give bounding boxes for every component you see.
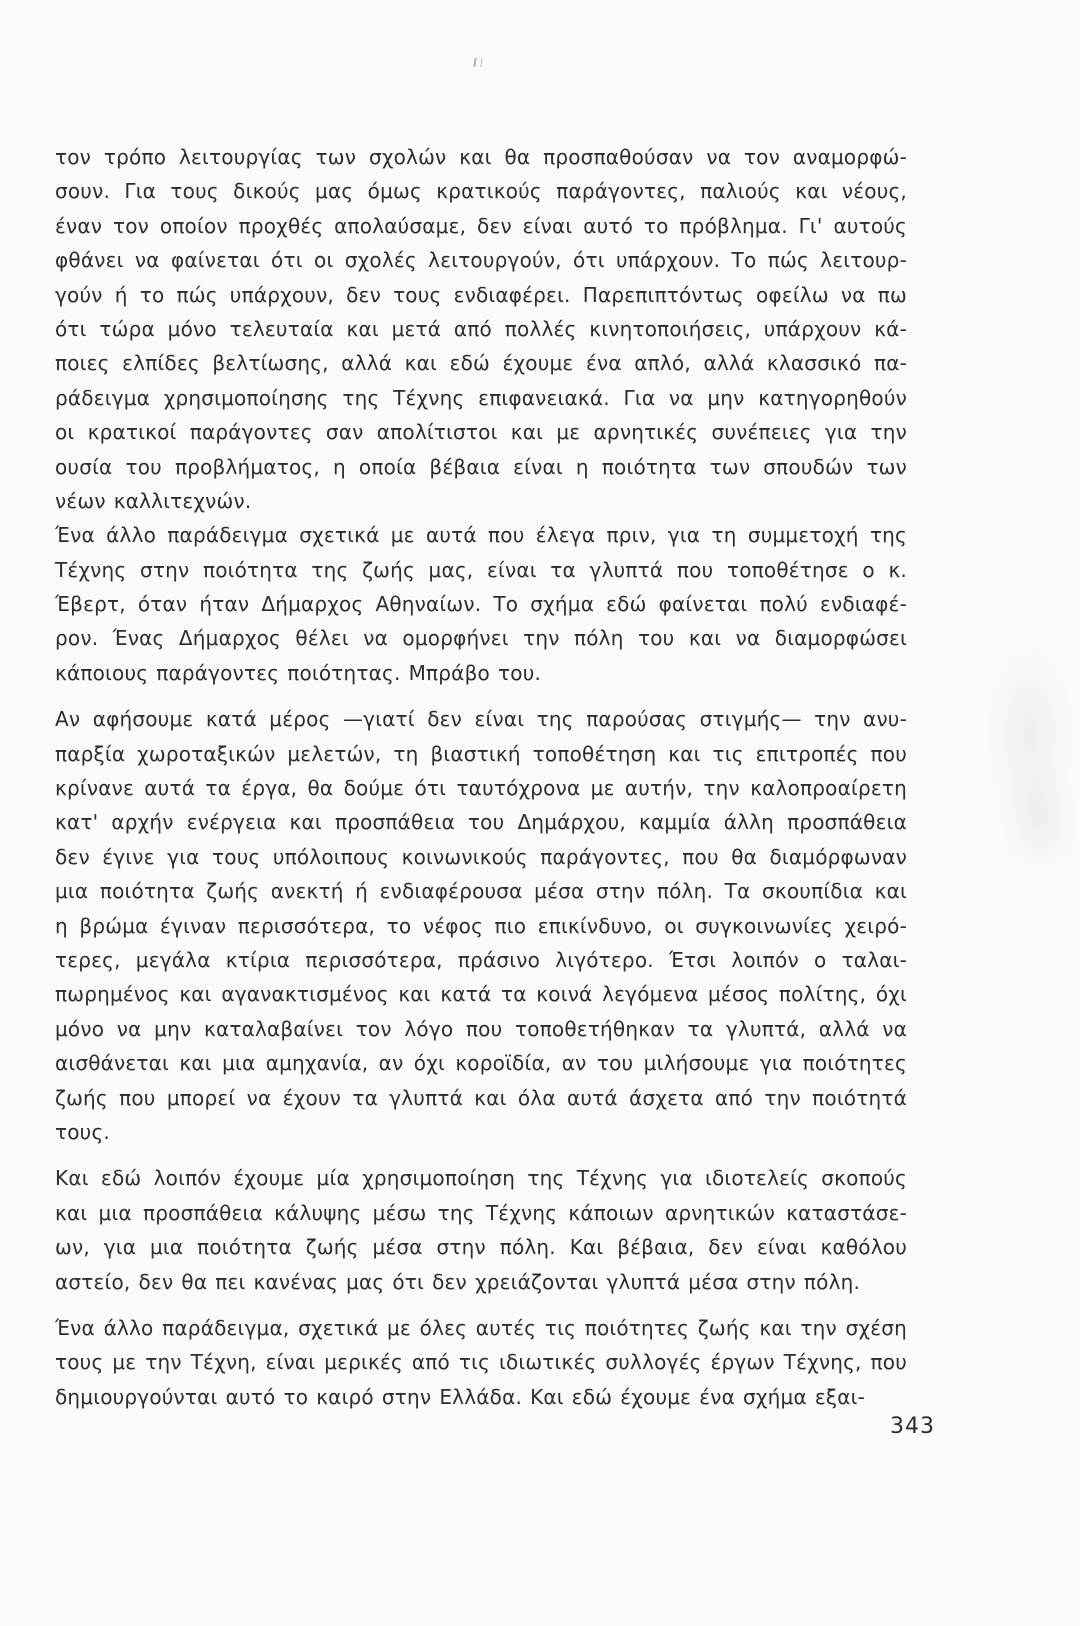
- scan-noise-artifact: [1000, 760, 1080, 880]
- text-line: νέων καλλιτεχνών.: [55, 488, 252, 513]
- text-line: οι κρατικοί παράγοντες σαν απολίτιστοι και με αρνητικές συνέπειες για την: [55, 420, 907, 445]
- text-line: φθάνει να φαίνεται ότι οι σχολές λειτουργούν, ότι υπάρχουν. Το πώς λειτουρ-: [55, 248, 907, 273]
- text-line: ποιες ελπίδες βελτίωσης, αλλά και εδώ έχουμε ένα απλό, αλλά κλασσικό πα-: [55, 351, 907, 376]
- text-line: πωρημένος και αγανακτισμένος και κατά τα κοινά λεγόμενα μέσος πολίτης, όχι: [55, 982, 907, 1007]
- paragraph: [55, 702, 907, 1149]
- text-line: η βρώμα έγιναν περισσότερα, το νέφος πιο επικίνδυνο, οι συγκοινωνίες χειρό-: [55, 913, 907, 938]
- paragraph: [55, 518, 907, 690]
- text-line: Ένα άλλο παράδειγμα, σχετικά με όλες αυτές τις ποιότητες ζωής και την σχέση: [55, 1315, 907, 1340]
- text-line: Τέχνης στην ποιότητα της ζωής μας, είναι τα γλυπτά που τοποθέτησε ο κ.: [55, 557, 907, 582]
- text-line: κρίνανε αυτά τα έργα, θα δούμε ότι ταυτόχρονα με αυτήν, την καλοπροαίρετη: [55, 776, 907, 801]
- text-line: ρον. Ένας Δήμαρχος θέλει να ομορφήνει την πόλη του και να διαμορφώσει: [55, 626, 907, 651]
- text-line: ων, για μια ποιότητα ζωής μέσα στην πόλη. Και βέβαια, δεν είναι καθόλου: [55, 1235, 907, 1260]
- text-line: Ένα άλλο παράδειγμα σχετικά με αυτά που έλεγα πριν, για τη συμμετοχή της: [55, 523, 907, 548]
- text-line: σουν. Για τους δικούς μας όμως κρατικούς παράγοντες, παλιούς και νέους,: [55, 179, 907, 204]
- text-line: παρξία χωροταξικών μελετών, τη βιαστική τοποθέτηση και τις επιτροπές που: [55, 741, 907, 766]
- ink-speck-artifact: [473, 58, 482, 67]
- text-line: τους με την Τέχνη, είναι μερικές από τις ιδιωτικές συλλογές έργων Τέχνης, που: [55, 1350, 907, 1375]
- text-line: ότι τώρα μόνο τελευταία και μετά από πολλές κινητοποιήσεις, υπάρχουν κά-: [55, 316, 907, 341]
- text-line: δεν έγινε για τους υπόλοιπους κοινωνικούς παράγοντες, που θα διαμόρφωναν: [55, 844, 907, 869]
- text-line: κατ' αρχήν ενέργεια και προσπάθεια του Δημάρχου, καμμία άλλη προσπάθεια: [55, 810, 907, 835]
- page-number: 343: [890, 1414, 935, 1439]
- text-line: Αν αφήσουμε κατά μέρος —γιατί δεν είναι της παρούσας στιγμής— την ανυ-: [55, 707, 907, 732]
- text-line: γούν ή το πώς υπάρχουν, δεν τους ενδιαφέρει. Παρεπιπτόντως οφείλω να πω: [55, 282, 907, 307]
- text-line: τους.: [55, 1119, 110, 1144]
- text-line: τερες, μεγάλα κτίρια περισσότερα, πράσινο λιγότερο. Έτσι λοιπόν ο ταλαι-: [55, 947, 907, 972]
- text-line: αστείο, δεν θα πει κανένας μας ότι δεν χρειάζονται γλυπτά μέσα στην πόλη.: [55, 1269, 861, 1294]
- text-line: αισθάνεται και μια αμηχανία, αν όχι κοροϊδία, αν του μιλήσουμε για ποιότητες: [55, 1051, 907, 1076]
- paragraph: [55, 140, 907, 518]
- text-line: έναν τον οποίον προχθές απολαύσαμε, δεν είναι αυτό το πρόβλημα. Γι' αυτούς: [55, 213, 907, 238]
- text-line: ζωής που μπορεί να έχουν τα γλυπτά και όλα αυτά άσχετα από την ποιότητά: [55, 1085, 907, 1110]
- scan-noise-artifact: [985, 640, 1075, 830]
- text-line: μια ποιότητα ζωής ανεκτή ή ενδιαφέρουσα μέσα στην πόλη. Τα σκουπίδια και: [55, 879, 907, 904]
- text-line: μόνο να μην καταλαβαίνει τον λόγο που τοποθετήθηκαν τα γλυπτά, αλλά να: [55, 1016, 907, 1041]
- text-line: ράδειγμα χρησιμοποίησης της Τέχνης επιφανειακά. Για να μην κατηγορηθούν: [55, 385, 907, 410]
- text-line: δημιουργούνται αυτό το καιρό στην Ελλάδα. Και εδώ έχουμε ένα σχήμα εξαι-: [55, 1384, 866, 1409]
- text-block: [55, 140, 907, 1414]
- text-line: και μια προσπάθεια κάλυψης μέσω της Τέχνης κάποιων αρνητικών καταστάσε-: [55, 1200, 907, 1225]
- text-line: Και εδώ λοιπόν έχουμε μία χρησιμοποίηση της Τέχνης για ιδιοτελείς σκοπούς: [55, 1166, 907, 1191]
- text-line: Έβερτ, όταν ήταν Δήμαρχος Αθηναίων. Το σχήμα εδώ φαίνεται πολύ ενδιαφέ-: [55, 592, 907, 617]
- paragraph: [55, 1161, 907, 1299]
- text-line: τον τρόπο λειτουργίας των σχολών και θα προσπαθούσαν να τον αναμορφώ-: [55, 145, 907, 169]
- text-line: κάποιους παράγοντες ποιότητας. Μπράβο του.: [55, 660, 542, 685]
- text-line: ουσία του προβλήματος, η οποία βέβαια είναι η ποιότητα των σπουδών των: [55, 454, 907, 479]
- paragraph: [55, 1311, 907, 1414]
